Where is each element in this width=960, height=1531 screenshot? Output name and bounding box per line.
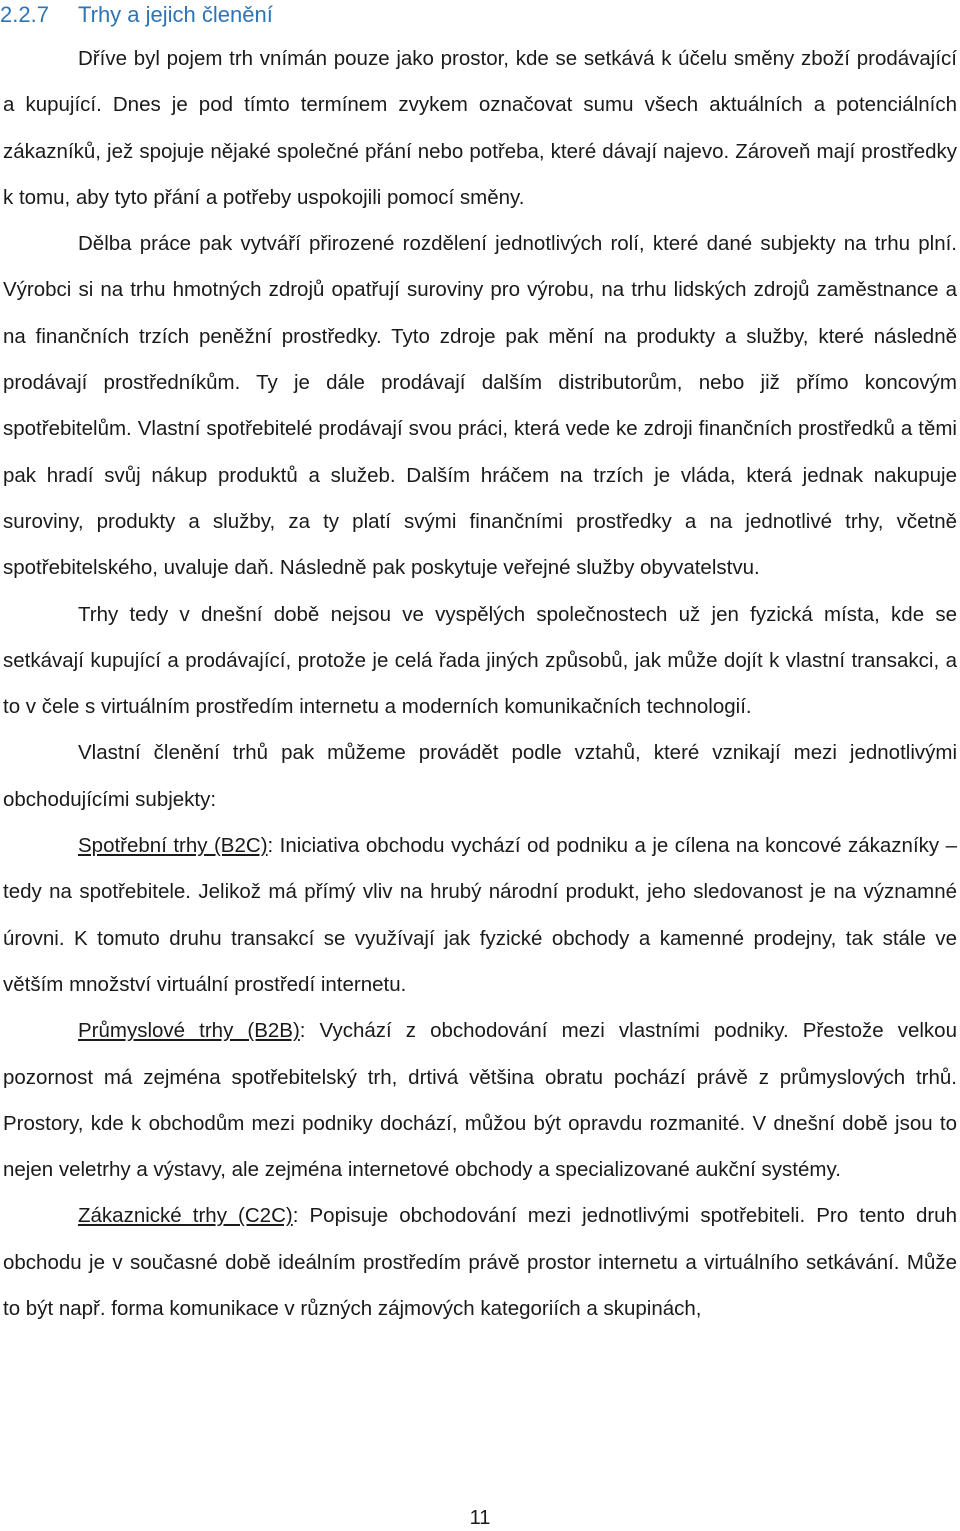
paragraph-b2b xyxy=(3,1008,957,1193)
section-heading xyxy=(0,0,960,30)
paragraph-text: Trhy tedy v dnešní době nejsou ve vyspělých společnostech už jen fyzická místa, kde se setkávají kupující a prodávající, protože je celá řada jiných způsobů, jak může dojít k vlastní transakci, a to v čele s virtuálním prostředím internetu a moderních komunikačních technologií. xyxy=(3,602,957,719)
page-number: 11 xyxy=(469,1507,491,1529)
paragraph-text: : Iniciativa obchodu vychází od podniku a je cílena na koncové zákazníky – tedy na spotřebitele. Jelikož má přímý vliv na hrubý národní produkt, jeho sledovanost je na významné úrovni. K tomuto druhu transakcí se využívají jak fyzické obchody a kamenné prodejny, tak stále ve větším množství virtuální prostředí internetu. xyxy=(3,834,957,996)
document-body xyxy=(3,36,957,1332)
paragraph-intro xyxy=(3,36,957,221)
paragraph-text: Dříve byl pojem trh vnímán pouze jako prostor, kde se setkává k účelu směny zboží prodávající a kupující. Dnes je pod tímto termínem zvykem označovat sumu všech aktuálních a potenciálních zákazníků, jež spojuje nějaké společné přání nebo potřeba, které dávají najevo. Zároveň mají prostředky k tomu, aby tyto přání a potřeby uspokojili pomocí směny. xyxy=(3,47,957,209)
section-number: 2.2.7 xyxy=(0,2,49,27)
section-title: Trhy a jejich členění xyxy=(78,2,273,27)
term-b2c: Spotřební trhy (B2C) xyxy=(78,834,268,858)
paragraph-market-division xyxy=(3,730,957,823)
paragraph-text: : Vychází z obchodování mezi vlastními podniky. Přestože velkou pozornost má zejména spotřebitelský trh, drtivá většina obratu pochází právě z průmyslových trhů. Prostory, kde k obchodům mezi podniky dochází, můžou být opravdu rozmanité. V dnešní době jsou to nejen veletrhy a výstavy, ale zejména internetové obchody a specializované aukční systémy. xyxy=(3,1019,957,1182)
paragraph-b2c xyxy=(3,823,957,1008)
term-b2b: Průmyslové trhy (B2B) xyxy=(78,1019,300,1043)
paragraph-text: Vlastní členění trhů pak můžeme provádět podle vztahů, které vznikají mezi jednotlivými obchodujícími subjekty: xyxy=(3,741,957,811)
term-c2c: Zákaznické trhy (C2C) xyxy=(78,1204,293,1228)
paragraph-division-of-labour xyxy=(3,221,957,591)
paragraph-text: Dělba práce pak vytváří přirozené rozdělení jednotlivých rolí, které dané subjekty na trhu plní. Výrobci si na trhu hmotných zdrojů opatřují suroviny pro výrobu, na trhu lidských zdrojů zaměstnance a na finančních trzích peněžní prostředky. Tyto zdroje pak mění na produkty a služby, které následně prodávají prostředníkům. Ty je dále prodávají dalším distributorům, nebo již přímo koncovým spotřebitelům. Vlastní spotřebitelé prodávají svou práci, která vede ke zdroji finančních prostředků a těmi pak hradí svůj nákup produktů a služeb. Dalším hráčem na trzích je vláda, která jednak nakupuje suroviny, produkty a služby, za ty platí svými finančními prostředky a na jednotlivé trhy, včetně spotřebitelského, uvaluje daň. Následně pak poskytuje veřejné služby obyvatelstvu. xyxy=(3,232,957,580)
paragraph-c2c xyxy=(3,1193,957,1332)
paragraph-text: : Popisuje obchodování mezi jednotlivými spotřebiteli. Pro tento druh obchodu je v současné době ideálním prostředím právě prostor internetu a virtuálního setkávání. Může to být např. forma komunikace v různých zájmových kategoriích a skupinách, xyxy=(3,1204,957,1321)
paragraph-modern-markets xyxy=(3,592,957,731)
